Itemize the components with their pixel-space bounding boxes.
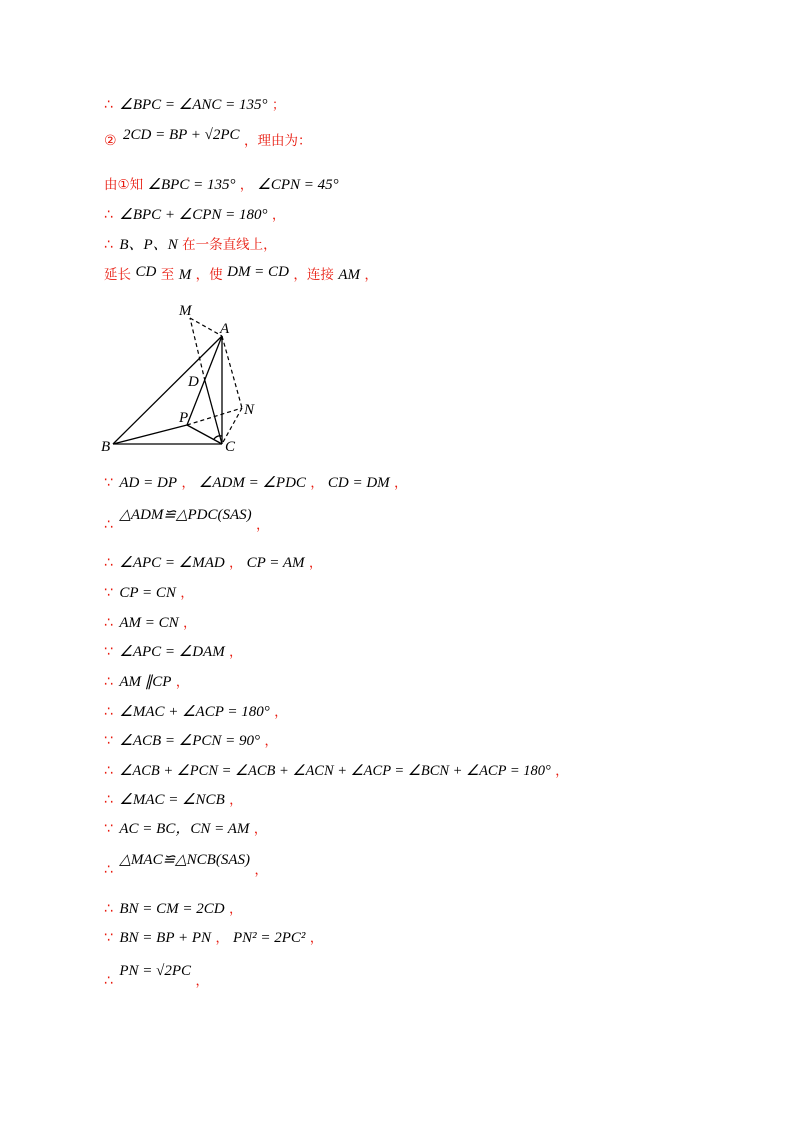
proof-line-21	[104, 929, 323, 948]
reason-text: 至	[160, 267, 175, 283]
punctuation: ，	[309, 931, 323, 946]
circled-two-symbol: ②	[104, 133, 117, 149]
proof-line-18	[104, 820, 267, 839]
math-expression: ∠APC = ∠MAD	[119, 555, 225, 571]
math-expression: CP = AM	[246, 555, 305, 571]
label-a: A	[220, 321, 230, 337]
proof-line-4	[104, 206, 285, 225]
punctuation: ，	[264, 734, 278, 749]
because-symbol: ∵	[104, 930, 113, 946]
math-expression: △ADM≌△PDC(SAS)	[119, 507, 252, 523]
proof-line-9	[104, 554, 322, 573]
segment-an-dashed	[222, 336, 242, 408]
proof-line-11	[104, 614, 196, 633]
reason-text: 由①知	[104, 177, 144, 193]
math-expression: ∠ADM = ∠PDC	[198, 475, 306, 491]
math-expression: AM ∥CP	[119, 674, 172, 690]
proof-line-16	[104, 762, 568, 781]
math-expression: ∠APC = ∠DAM	[119, 644, 225, 660]
therefore-symbol: ∴	[104, 763, 113, 779]
math-expression: CD	[135, 264, 157, 280]
label-c: C	[225, 439, 236, 455]
reason-text: 在一条直线上，	[182, 237, 277, 253]
therefore-symbol: ∴	[104, 207, 113, 223]
geometry-figure	[95, 298, 275, 458]
math-expression: AM = CN	[119, 615, 179, 631]
reason-text: ，使	[195, 267, 223, 283]
therefore-symbol: ∴	[104, 97, 113, 113]
proof-line-20	[104, 900, 242, 919]
proof-line-14	[104, 703, 287, 722]
math-expression: M	[178, 267, 192, 283]
punctuation: ，	[239, 178, 253, 193]
punctuation: ，	[394, 476, 408, 491]
math-expression: AD = DP	[119, 475, 177, 491]
math-expression: PN = √2PC	[119, 963, 192, 979]
math-expression: ∠ACB = ∠PCN = 90°	[119, 733, 261, 749]
therefore-symbol: ∴	[104, 973, 113, 989]
proof-line-5	[104, 236, 277, 254]
because-symbol: ∵	[104, 475, 113, 491]
therefore-symbol: ∴	[104, 674, 113, 690]
math-expression: CD = DM	[327, 475, 390, 491]
math-expression: △MAC≌△NCB(SAS)	[119, 852, 251, 868]
proof-line-2	[104, 127, 312, 150]
punctuation: ，	[256, 518, 270, 533]
math-expression: AC = BC，CN = AM	[119, 821, 250, 837]
punctuation: ，	[229, 793, 243, 808]
punctuation: ，	[310, 476, 324, 491]
punctuation: ，	[254, 863, 268, 878]
reason-text: ，理由为：	[244, 133, 312, 149]
therefore-symbol: ∴	[104, 901, 113, 917]
label-d: D	[188, 374, 199, 390]
label-b: B	[101, 439, 111, 455]
proof-line-15	[104, 732, 277, 751]
punctuation: ，	[274, 705, 288, 720]
therefore-symbol: ∴	[104, 615, 113, 631]
label-p: P	[179, 410, 189, 426]
proof-line-10	[104, 584, 193, 603]
because-symbol: ∵	[104, 733, 113, 749]
therefore-symbol: ∴	[104, 862, 113, 878]
punctuation: ，	[195, 974, 209, 989]
punctuation: ，	[215, 931, 229, 946]
math-expression: ∠CPN = 45°	[257, 177, 339, 193]
therefore-symbol: ∴	[104, 555, 113, 571]
segment-bp	[113, 425, 187, 444]
because-symbol: ∵	[104, 644, 113, 660]
punctuation: ，	[253, 822, 267, 837]
punctuation: ，	[175, 675, 189, 690]
because-symbol: ∵	[104, 821, 113, 837]
math-expression: PN² = 2PC²	[232, 930, 306, 946]
math-expression: BN = BP + PN	[119, 930, 212, 946]
math-expression: B、P、N	[119, 237, 178, 253]
punctuation: ，	[309, 556, 323, 571]
segment-cd	[205, 381, 222, 444]
math-expression: ∠MAC + ∠ACP = 180°	[119, 704, 270, 720]
label-n: N	[244, 402, 255, 418]
math-expression: 2CD = BP + √2PC	[123, 127, 240, 143]
punctuation: ，	[229, 556, 243, 571]
proof-line-7	[104, 474, 407, 493]
math-expression: ∠MAC = ∠NCB	[119, 792, 225, 808]
proof-line-22	[104, 962, 209, 989]
math-expression: AM	[338, 267, 360, 283]
punctuation: ，	[229, 645, 243, 660]
proof-line-1	[104, 96, 285, 115]
therefore-symbol: ∴	[104, 792, 113, 808]
proof-line-19	[104, 851, 268, 878]
proof-line-6	[104, 266, 377, 285]
segment-pc	[187, 425, 222, 444]
math-expression: ∠BPC + ∠CPN = 180°	[119, 207, 268, 223]
segment-ma-dashed	[190, 318, 222, 336]
segment-dm-dashed	[190, 318, 205, 381]
punctuation: ，	[229, 902, 243, 917]
punctuation: ，	[183, 616, 197, 631]
punctuation: ，	[555, 764, 569, 779]
because-symbol: ∵	[104, 585, 113, 601]
proof-line-8	[104, 506, 270, 533]
therefore-symbol: ∴	[104, 704, 113, 720]
math-expression: ∠ACB + ∠PCN = ∠ACB + ∠ACN + ∠ACP = ∠BCN + ∠ACP = 180°	[119, 763, 551, 779]
punctuation: ，	[181, 476, 195, 491]
math-expression: DM = CD	[227, 264, 289, 280]
label-m: M	[179, 303, 192, 319]
punctuation: ，	[364, 268, 378, 283]
math-expression: ∠BPC = ∠ANC = 135°	[119, 97, 268, 113]
proof-line-13	[104, 673, 189, 692]
math-expression: ∠BPC = 135°	[147, 177, 236, 193]
reason-text: 延长	[104, 267, 131, 283]
math-expression: CP = CN	[119, 585, 176, 601]
proof-line-3	[104, 176, 339, 195]
segment-ba	[113, 336, 222, 444]
proof-line-12	[104, 643, 242, 662]
punctuation: ，	[271, 208, 285, 223]
therefore-symbol: ∴	[104, 237, 113, 253]
proof-line-17	[104, 791, 242, 810]
punctuation: ；	[271, 98, 285, 113]
reason-text: ，连接	[293, 267, 334, 283]
punctuation: ，	[180, 586, 194, 601]
therefore-symbol: ∴	[104, 517, 113, 533]
math-expression: BN = CM = 2CD	[119, 901, 225, 917]
